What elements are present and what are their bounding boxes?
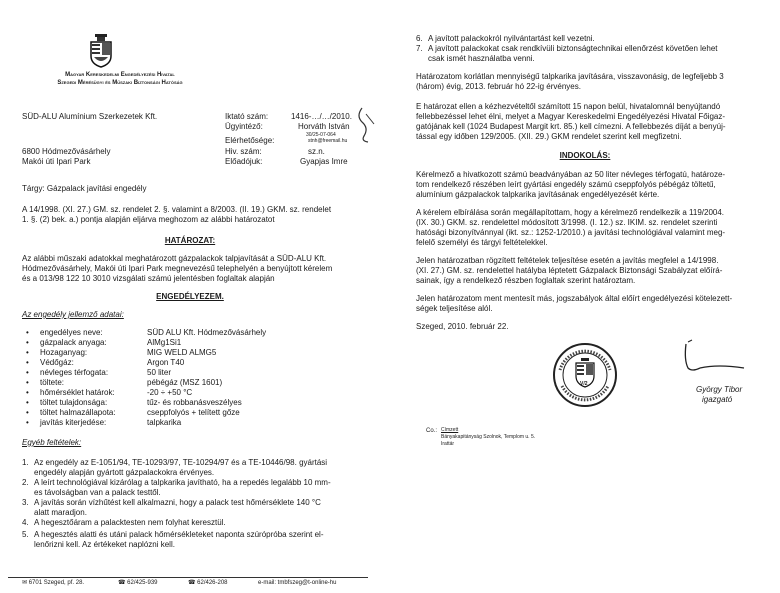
- validity-line-2: (három) évig, 2013. február hó 22-ig érvényes.: [416, 82, 581, 91]
- footer-fax: ☎ 62/426-208: [188, 580, 228, 586]
- subject-line: Tárgy: Gázpalack javítási engedély: [22, 184, 147, 193]
- decision-line-2: Hódmezővásárhely, Makói úti Ipari Park megnevezésű telephelyén a benyújtott kérelem: [22, 264, 333, 273]
- hiv-value: sz.n.: [308, 147, 325, 156]
- reason-line: Jelen határozatban rögzített feltételek teljesítése esetén a javítás megfelel a 14/1998.: [416, 256, 719, 265]
- signer-name: György Tibor: [696, 385, 743, 394]
- condition-line: csak ismét használatba venni.: [428, 54, 535, 63]
- decision-line-1: Az alábbi műszaki adatokkal meghatározott gázpalackok talpjavítását a SÜD-ALU Kft.: [22, 254, 327, 263]
- appeal-line-3: gatójának kell (1024 Budapest Margit krt. 85.) kell címezni. A fellebbezés díját a benyúj-: [416, 122, 726, 131]
- permit-data-label: Védőgáz:: [40, 358, 74, 367]
- signer-title: igazgató: [702, 395, 733, 404]
- ugyintezo-phone: 30/25-07-064: [306, 132, 336, 138]
- cc-recipient: Címzett: [441, 427, 459, 433]
- condition-line: Az engedély az E-1051/94, TE-10293/97, TE-10294/97 és a TE-10446/98. gyártási: [34, 458, 328, 467]
- permit-data-label: gázpalack anyaga:: [40, 338, 107, 347]
- condition-line: lenőrizni kell. Az értékeket naplózni kell.: [34, 540, 175, 549]
- bullet: •: [26, 388, 29, 397]
- permit-data-label: hőmérséklet határok:: [40, 388, 115, 397]
- permit-data-value: 50 liter: [147, 368, 172, 377]
- permit-data-value: MIG WELD ALMG5: [147, 348, 217, 357]
- bullet: •: [26, 408, 29, 417]
- intro-line-2: 1. §. (2) bek. a.) pontja alapján eljárva meghozom az alábbi határozatot: [22, 215, 275, 224]
- permit-data-label: töltete:: [40, 378, 65, 387]
- cc-recipient: Bányakapitányság Szolnok, Templom u. 5.: [441, 434, 536, 440]
- permit-data-value: Argon T40: [147, 358, 185, 367]
- permit-data-value: talpkarika: [147, 418, 182, 427]
- condition-number: 2.: [22, 478, 29, 487]
- validity-line-1: Határozatom korlátlan mennyiségű talpkarika javítására, visszavonásig, de legfeljebb 3: [416, 72, 724, 81]
- stamp-number: V/2: [580, 381, 588, 387]
- permit-data-value: -20 ÷ +50 °C: [147, 388, 193, 397]
- left-page: [0, 0, 380, 593]
- iktato-label: Iktató szám:: [225, 112, 269, 121]
- ugyintezo-email: stnh@freemail.hu: [308, 138, 348, 144]
- footer-divider: [8, 577, 368, 578]
- handwritten-mark-icon: [354, 106, 376, 144]
- reason-line: Kérelmező a hivatkozott számú beadványában az 50 liter névleges térfogatú, határoze-: [416, 170, 726, 179]
- bullet: •: [26, 368, 29, 377]
- bullet: •: [26, 358, 29, 367]
- condition-number: 5.: [22, 530, 29, 539]
- permit-data-value: pébégáz (MSZ 1601): [147, 378, 223, 387]
- cc-label: Co.:: [426, 428, 438, 434]
- condition-line: engedély alapján gyártott gázpalackokra érvényes.: [34, 468, 215, 477]
- condition-line: A javított palackokról nyilvántartást kell vezetni.: [428, 34, 595, 43]
- appeal-line-1: E határozat ellen a kézhezvételtől számított 15 napon belül, hivatalomnál benyújtandó: [416, 102, 721, 111]
- condition-line: es távolságban van a palack testtől.: [34, 488, 161, 497]
- reason-line: sainak, így a rendelkező részben foglaltak szerint határoztam.: [416, 276, 636, 285]
- footer-address: ✉ 6701 Szeged, pf. 28.: [22, 580, 85, 586]
- ugyintezo-label: Ügyintéző:: [225, 122, 263, 131]
- footer-email: e-mail: tmbfszeg@t-online-hu: [258, 580, 337, 586]
- condition-number: 3.: [22, 498, 29, 507]
- iktato-value: 1416-…/…/2010.: [291, 112, 352, 121]
- condition-number: 7.: [416, 44, 423, 53]
- signature-icon: [678, 338, 750, 378]
- intro-line-1: A 14/1998. (XI. 27.) GM. sz. rendelet 2. §. valamint a 8/2003. (II. 19.) GKM. sz. rendelet: [22, 205, 332, 214]
- reason-line: (IX. 30.) GKM. sz. rendelettel módosított 3/1998. (I. 12.) sz. IKIM. sz. rendelet szerinti: [416, 218, 718, 227]
- document-date: Szeged, 2010. február 22.: [416, 322, 509, 331]
- ugyintezo-value: Horváth István: [298, 122, 350, 131]
- bullet: •: [26, 328, 29, 337]
- permit-data-heading: Az engedély jellemző adatai:: [22, 310, 124, 319]
- reason-line: felelő személyi és tárgyi feltételekkel.: [416, 238, 548, 247]
- permit-data-label: töltet halmazállapota:: [40, 408, 116, 417]
- eloadojuk-label: Előadójuk:: [225, 157, 263, 166]
- condition-line: A leírt technológiával kizárólag a talpkarika javítható, ha a repedés legalább 10 mm-: [34, 478, 331, 487]
- letterhead-line-2: Szegedi Mérésügyi és Műszaki Biztonsági Hatóság: [57, 80, 183, 86]
- bullet: •: [26, 418, 29, 427]
- permit-data-value: cseppfolyós + telített gőze: [147, 408, 240, 417]
- condition-number: 6.: [416, 34, 423, 43]
- reason-line: (XI. 27.) GM. sz. rendelettel hatályba léptetett Gázpalack Biztonsági Szabályzat előírá-: [416, 266, 723, 275]
- bullet: •: [26, 398, 29, 407]
- reason-line: alumínium gázpalackok talpkarika javításának engedélyezését kérte.: [416, 190, 660, 199]
- condition-line: A javítás során vízhűtést kell alkalmazni, hogy a palack test hőmérséklete 140 °C: [34, 498, 321, 507]
- appeal-line-2: fellebbezéssel lehet élni, melyet a Magyar Kereskedelmi Engedélyezési Hivatal Főigaz-: [416, 112, 726, 121]
- reason-line: Jelen határozatom ment mentesít más, jogszabályok által előírt engedélyezési kötelezett-: [416, 294, 733, 303]
- cc-recipient: Irattár: [441, 441, 455, 447]
- permit-data-label: töltet tulajdonsága:: [40, 398, 108, 407]
- reason-heading: INDOKOLÁS:: [559, 151, 611, 160]
- decision-line-3: és a 013/98 122 10 3010 vizsgálati számú jelentésben foglaltak alapján: [22, 274, 275, 283]
- decision-heading: HATÁROZAT:: [164, 236, 216, 245]
- permit-data-label: javítás kiterjedése:: [40, 418, 107, 427]
- eloadojuk-value: Gyapjas Imre: [300, 157, 348, 166]
- elerhetoseg-label: Elérhetősége:: [225, 136, 275, 145]
- permit-data-value: SÜD ALU Kft. Hódmezővásárhely: [147, 328, 267, 337]
- condition-number: 4.: [22, 518, 29, 527]
- reason-line: hatósági bizonyítvánnyal (ikt. sz.: 1252-1/2010.) a javítási technológiával valamint meg-: [416, 228, 726, 237]
- condition-line: A hegesztés alatti és utáni palack hőmérsékleteket naponta szúrópróba szerint el-: [34, 530, 324, 539]
- condition-number: 1.: [22, 458, 29, 467]
- bullet: •: [26, 348, 29, 357]
- bullet: •: [26, 338, 29, 347]
- permit-data-value: AlMg1Si1: [147, 338, 182, 347]
- reason-line: A kérelem elbírálása során megállapítottam, hogy a kérelmező rendelkezik a 119/2004.: [416, 208, 725, 217]
- letterhead-line-1: Magyar Kereskedelmi Engedélyezési Hivatal: [65, 72, 175, 78]
- recipient-address: Makói úti Ipari Park: [22, 157, 91, 166]
- appeal-line-4: tással egy időben 129/2005. (XII. 29.) GKM rendelet szerint kell megfizetni.: [416, 132, 682, 141]
- hungarian-coat-of-arms-icon: [88, 34, 114, 68]
- permit-data-label: névleges térfogata:: [40, 368, 109, 377]
- recipient-company: SÜD-ALU Alumínium Szerkezetek Kft.: [22, 112, 158, 121]
- reason-line: ségek teljesítése alól.: [416, 304, 493, 313]
- permit-heading: ENGEDÉLYEZEM.: [156, 292, 224, 301]
- condition-line: A javított palackokat csak rendkívüli biztonságtechnikai ellenőrzést követően lehet: [428, 44, 718, 53]
- official-stamp-icon: [552, 342, 618, 408]
- reason-line: tom rendelkező részében leírt gyártási engedély számú cseppfolyós pébégáz töltetű,: [416, 180, 716, 189]
- permit-data-value: tűz- és robbanásveszélyes: [147, 398, 242, 407]
- footer-phone: ☎ 62/425-939: [118, 580, 158, 586]
- permit-data-label: Hozaganyag:: [40, 348, 88, 357]
- condition-line: alatt maradjon.: [34, 508, 87, 517]
- condition-line: A hegesztőáram a palacktesten nem folyhat keresztül.: [34, 518, 226, 527]
- recipient-city: 6800 Hódmezővásárhely: [22, 147, 111, 156]
- hiv-label: Hiv. szám:: [225, 147, 262, 156]
- bullet: •: [26, 378, 29, 387]
- right-page: [400, 0, 780, 593]
- conditions-heading: Egyéb feltételek:: [22, 438, 82, 447]
- permit-data-label: engedélyes neve:: [40, 328, 103, 337]
